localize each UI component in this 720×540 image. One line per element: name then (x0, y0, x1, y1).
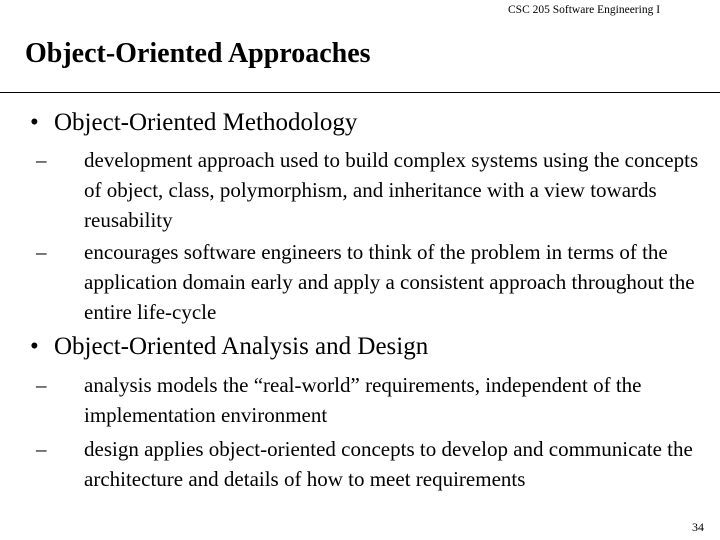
bullet-methodology (30, 109, 357, 137)
subitem-text: encourages software engineers to think of the problem in terms of the application domain early and apply a consistent approach throughout the entire life-cycle (84, 240, 695, 324)
subitem-text: development approach used to build complex systems using the concepts of object, class, polymorphism, and inheritance with a view towards reusability (84, 148, 699, 232)
subitem-text: analysis models the “real-world” requirements, independent of the implementation environment (84, 373, 642, 427)
subitem-design (36, 434, 706, 494)
subitem-analysis (36, 370, 706, 430)
bullet-marker: • (30, 109, 39, 136)
subitem-methodology-definition (36, 145, 706, 235)
slide-title: Object-Oriented Approaches (25, 38, 371, 69)
subitem-methodology-benefit (36, 237, 706, 327)
bullet-marker: • (30, 333, 39, 360)
page-number: 34 (692, 520, 704, 534)
subitem-text: design applies object-oriented concepts to develop and communicate the architecture and details of how to meet requirements (84, 437, 693, 491)
dash-marker: – (36, 437, 47, 461)
slide-header: CSC 205 Software Engineering I (508, 4, 661, 16)
dash-marker: – (36, 240, 47, 264)
bullet-analysis-design (30, 333, 428, 361)
bullet-text: Object-Oriented Methodology (54, 109, 358, 136)
bullet-text: Object-Oriented Analysis and Design (54, 333, 429, 360)
title-divider (0, 92, 720, 93)
dash-marker: – (36, 373, 47, 397)
dash-marker: – (36, 148, 47, 172)
